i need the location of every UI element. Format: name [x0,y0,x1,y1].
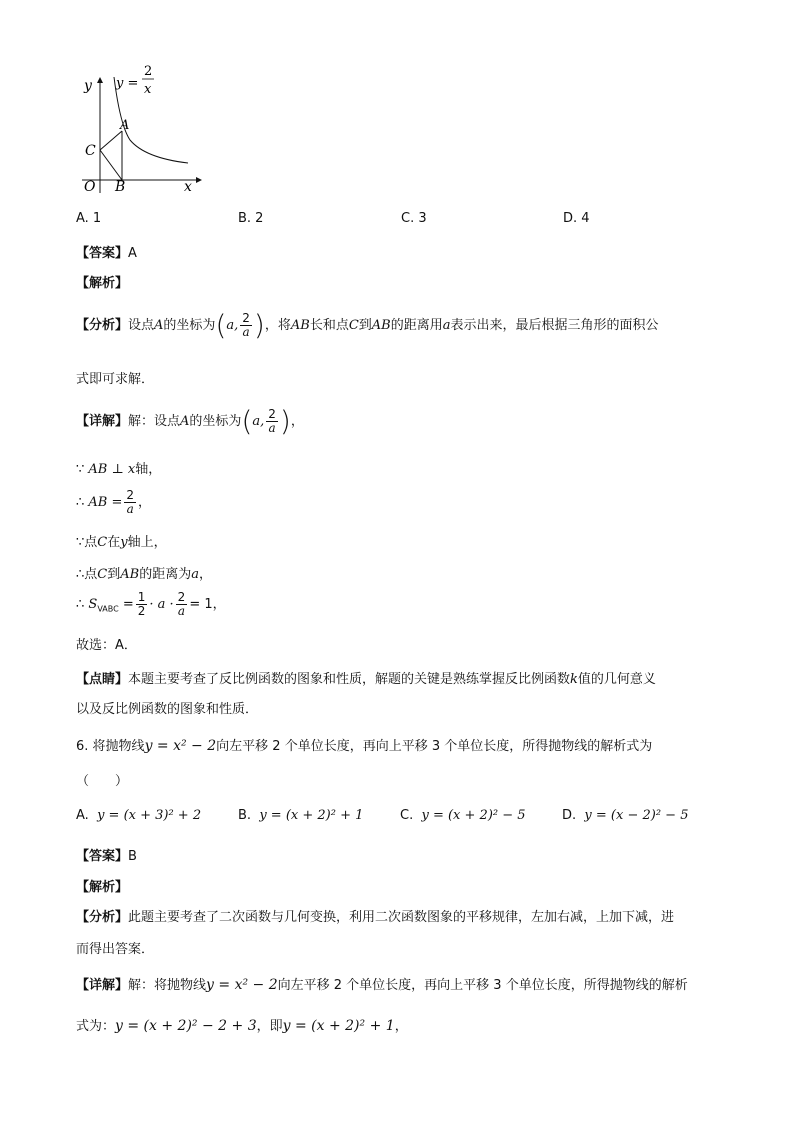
xiangjie-text: ，即 [256,1019,283,1034]
option-expr: y = (x + 2)² − 5 [421,808,526,823]
dianjing-tag: 【点睛】 [76,672,129,687]
step4-text: 的距离为 [139,567,192,582]
xiangjie-text: 式为： [76,1019,116,1034]
option-label: A. [76,808,89,823]
q5-analysis-tag: 【解析】 [76,276,129,291]
step2-lhs: AB = [88,495,123,510]
fenxi-var-c: C [348,318,359,333]
paren-left: ( [215,308,227,342]
paren-left: ( [241,404,253,438]
answer-value: A [128,246,137,261]
fenxi-var-ab: AB [290,318,310,333]
fenxi-text: 的坐标为 [163,318,216,333]
option-expr: y = (x + 2)² + 1 [259,808,364,823]
xiangjie-text: ， [290,414,304,429]
fenxi-var-small-a: a [442,318,451,333]
q5-xiangjie-line [76,404,304,440]
q6-number: 6. [76,739,89,754]
xiangjie-text: 的坐标为 [189,414,242,429]
q6-fenxi-line1 [76,906,674,925]
option-label: C. [400,808,414,823]
q5-step1 [76,458,161,477]
label-x: x [184,179,192,195]
xiangjie-expr: y = (x + 2)² − 2 + 3 [115,1018,257,1034]
segment-CA [100,131,122,150]
q5-step5 [76,590,226,625]
two-over-a-fraction: $\frac{2}{a}$ [177,590,186,618]
xiangjie-tag: 【详解】 [76,414,129,429]
area-subscript: VABC [97,604,119,614]
fenxi-tag: 【分析】 [76,910,129,925]
coord-fraction: $\frac{2}{a}$ [268,407,276,435]
xiangjie-expr: y = (x + 2)² + 1 [282,1018,395,1034]
q6-xiangjie-line1 [76,974,688,993]
q5-step3 [76,531,167,550]
fenxi-text: 此题主要考查了二次函数与几何变换，利用二次函数图象的平移规律，左加右减，上加下减，进 [128,910,675,925]
q5-fenxi-line2: 式即可求解． [76,372,155,387]
fenxi-text: 到 [358,318,372,333]
therefore-symbol: ∴ [76,597,85,612]
answer-tag: 【答案】 [76,246,129,261]
x-axis-arrow [196,177,202,183]
step4-var-ab: AB [120,567,140,582]
step5-result: = 1， [189,597,226,612]
q5-step4 [76,563,212,582]
q6-stem [76,735,652,754]
fenxi-var-ab: AB [371,318,391,333]
q6-fenxi-line2: 而得出答案． [76,942,155,957]
q6-option-b [238,808,363,823]
step4-var-a: a [191,567,199,582]
q6-option-d [562,808,688,823]
q5-option-b: B. 2 [238,211,264,226]
therefore-symbol: ∴ [76,495,85,510]
xiangjie-var-a: A [180,414,190,429]
paren-right: ) [279,404,291,438]
step1-expr: AB ⊥ x [88,462,136,477]
fenxi-tag: 【分析】 [76,318,129,333]
q6-option-c [400,808,526,823]
q5-dianjing-line2: 以及反比例函数的图象和性质． [76,702,259,717]
q6-paren: （ ） [76,774,129,789]
q6-analysis-tag: 【解析】 [76,880,129,895]
fenxi-text: ，将 [264,318,291,333]
dianjing-var-k: k [570,672,578,687]
q6-stem-expr: y = x² − 2 [144,738,217,754]
q5-option-d: D. 4 [563,211,590,226]
xiangjie-text: ， [394,1019,408,1034]
step5-a: · a · [149,597,174,612]
xiangjie-expr: y = x² − 2 [206,977,278,993]
q5-choose: 故选：A． [76,638,137,653]
q5-option-a: A. 1 [76,211,102,226]
label-O: O [84,179,96,195]
area-symbol: S [88,597,98,612]
q5-answer [76,242,137,261]
because-symbol: ∵ [76,462,85,477]
step4-var-c: C [97,567,108,582]
equals-sign: = [122,597,134,612]
fenxi-text: 表示出来，最后根据三角形的面积公 [450,318,659,333]
step3-var-y: y [120,535,128,550]
xiangjie-text: 向左平移 2 个单位长度，再向上平移 3 个单位长度，所得抛物线的解析 [277,978,688,993]
option-expr: y = (x − 2)² − 5 [584,808,689,823]
func-label-num: 2 [144,64,153,79]
fenxi-text: 设点 [128,318,155,333]
step2-fraction: $\frac{2}{a}$ [126,488,135,516]
func-label-y: y = [116,76,139,91]
q6-stem-text: 将抛物线 [92,739,145,754]
label-B: B [115,179,126,195]
coord-a: a, [226,318,239,333]
q5-fenxi-line1 [76,308,659,344]
step4-text: 到 [107,567,121,582]
half-fraction: $\frac{1}{2}$ [137,590,146,618]
q6-stem-text: 向左平移 2 个单位长度，再向上平移 3 个单位长度，所得抛物线的解析式为 [216,739,653,754]
label-C: C [85,143,96,159]
q6-option-a [76,808,201,823]
step3-text: 在 [107,535,121,550]
q5-step2 [76,488,151,518]
q5-dianjing-line1 [76,668,656,687]
dianjing-text: 本题主要考查了反比例函数的图象和性质，解题的关键是熟练掌握反比例函数 [128,672,571,687]
answer-tag: 【答案】 [76,849,129,864]
xiangjie-tag: 【详解】 [76,978,129,993]
step3-text: 点 [84,535,98,550]
q5-option-c: C. 3 [401,211,427,226]
option-expr: y = (x + 3)² + 2 [97,808,202,823]
q6-answer [76,845,137,864]
step3-text: 轴上， [127,535,167,550]
coord-fraction: $\frac{2}{a}$ [242,311,250,339]
fenxi-text: 长和点 [309,318,349,333]
paren-right: ) [253,308,265,342]
y-axis-arrow [97,77,103,83]
q6-xiangjie-line2 [76,1015,408,1034]
dianjing-text: 值的几何意义 [577,672,656,687]
option-label: D. [562,808,577,823]
because-symbol: ∵ [76,535,85,550]
option-label: B. [238,808,252,823]
fenxi-var-a: A [154,318,164,333]
step4-tail: ， [199,567,213,582]
xiangjie-text: 解：将抛物线 [128,978,207,993]
label-A: A [120,118,130,133]
therefore-symbol: ∴ [76,567,85,582]
func-label-den: x [144,82,152,97]
xiangjie-text: 解：设点 [128,414,181,429]
step2-tail: ， [138,495,152,510]
fenxi-text: 的距离用 [390,318,443,333]
coord-a: a, [252,414,265,429]
answer-value: B [128,849,137,864]
hyperbola-figure [70,55,210,200]
label-y: y [84,78,92,94]
step1-tail: 轴， [135,462,162,477]
step4-text: 点 [84,567,98,582]
step3-var-c: C [97,535,108,550]
segment-CB [100,150,122,180]
